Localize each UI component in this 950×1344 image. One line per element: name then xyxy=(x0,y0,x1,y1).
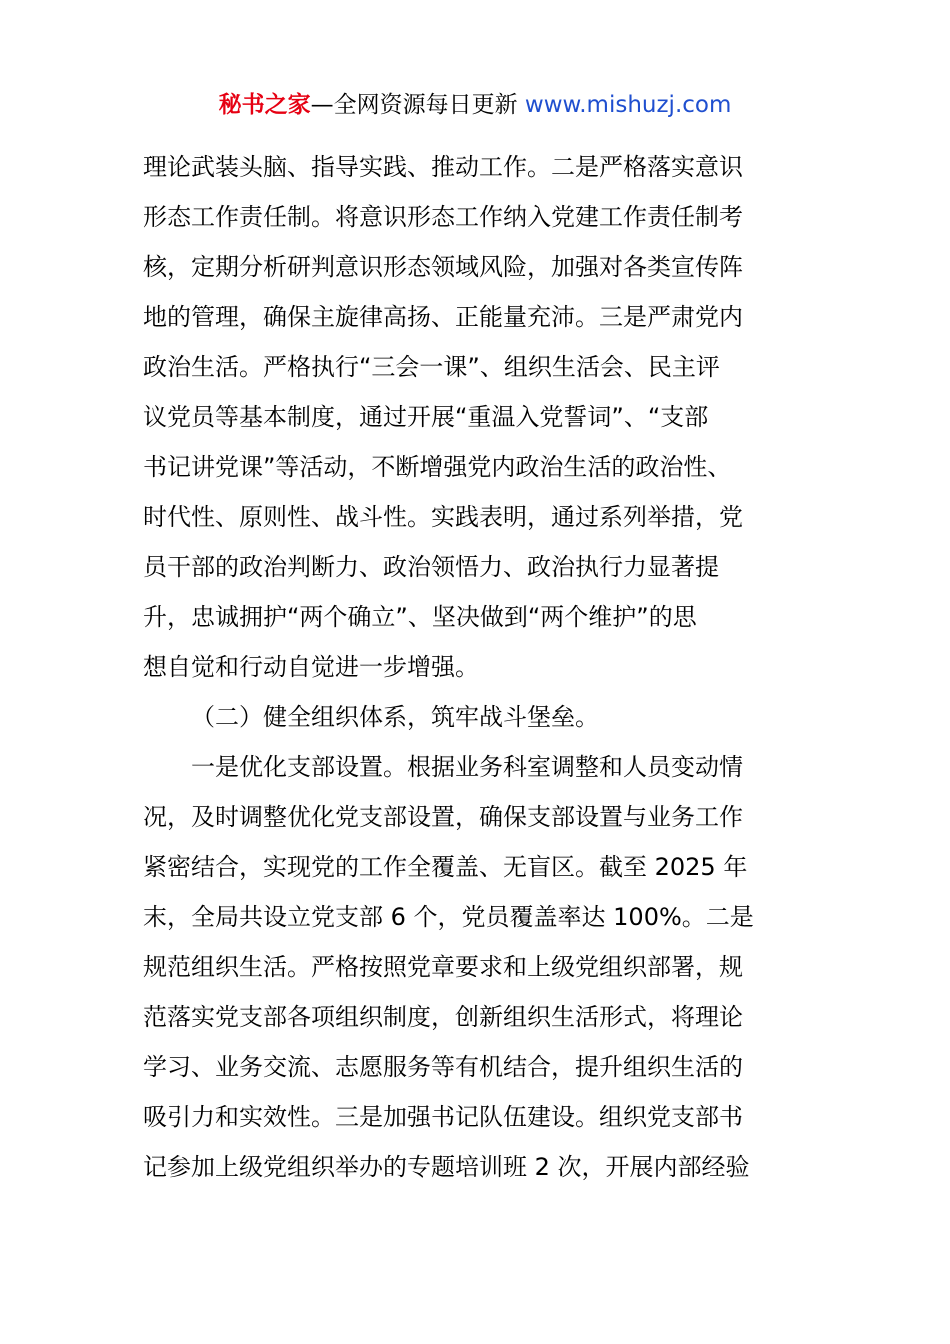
paragraph-first-line: 一是优化支部设置。根据业务科室调整和人员变动情 xyxy=(191,753,743,781)
text-line: 况，及时调整优化党支部设置，确保支部设置与业务工作 xyxy=(143,803,743,831)
text-line: 书记讲党课”等活动，不断增强党内政治生活的政治性、 xyxy=(143,453,732,481)
page-header xyxy=(0,86,950,124)
text-line: 员干部的政治判断力、政治领悟力、政治执行力显著提 xyxy=(143,553,719,581)
text-line: 学习、业务交流、志愿服务等有机结合，提升组织生活的 xyxy=(143,1053,743,1081)
text-line: 政治生活。严格执行“三会一课”、组织生活会、民主评 xyxy=(143,353,720,381)
text-line: 议党员等基本制度，通过开展“重温入党誓词”、“支部 xyxy=(143,403,709,431)
text-line: 地的管理，确保主旋律高扬、正能量充沛。三是严肃党内 xyxy=(143,303,743,331)
text-line: 形态工作责任制。将意识形态工作纳入党建工作责任制考 xyxy=(143,203,743,231)
text-line: 时代性、原则性、战斗性。实践表明，通过系列举措，党 xyxy=(143,503,743,531)
header-tagline: —全网资源每日更新 xyxy=(310,92,525,118)
text-line: 理论武装头脑、指导实践、推动工作。二是严格落实意识 xyxy=(143,153,743,181)
text-line: 想自觉和行动自觉进一步增强。 xyxy=(143,653,479,681)
text-line: 吸引力和实效性。三是加强书记队伍建设。组织党支部书 xyxy=(143,1103,743,1131)
site-url-link[interactable]: www.mishuzj.com xyxy=(524,92,732,118)
document-body xyxy=(143,142,823,1192)
brand-name: 秘书之家 xyxy=(218,92,311,118)
text-line: 记参加上级党组织举办的专题培训班 2 次，开展内部经验 xyxy=(143,1153,750,1181)
text-line: 核，定期分析研判意识形态领域风险，加强对各类宣传阵 xyxy=(143,253,743,281)
text-line: 范落实党支部各项组织制度，创新组织生活形式，将理论 xyxy=(143,1003,743,1031)
text-line: 规范组织生活。严格按照党章要求和上级党组织部署，规 xyxy=(143,953,743,981)
text-line: 紧密结合，实现党的工作全覆盖、无盲区。截至 2025 年 xyxy=(143,853,748,881)
section-heading: （二）健全组织体系，筑牢战斗堡垒。 xyxy=(191,703,599,731)
text-line: 末，全局共设立党支部 6 个，党员覆盖率达 100%。二是 xyxy=(143,903,754,931)
text-line: 升，忠诚拥护“两个确立”、坚决做到“两个维护”的思 xyxy=(143,603,697,631)
